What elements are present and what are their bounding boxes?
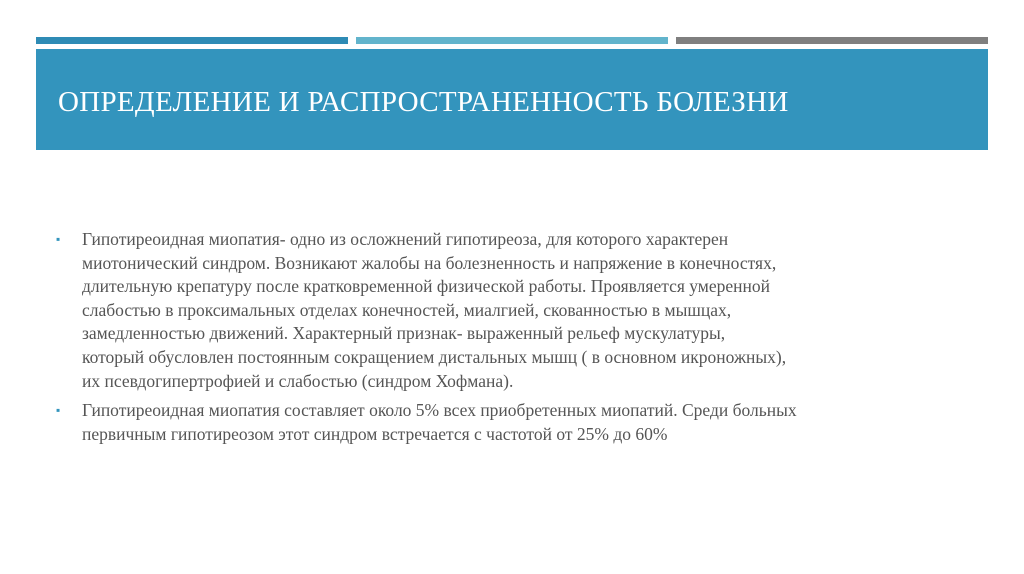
title-band — [36, 49, 988, 150]
bullet-item-2 — [56, 399, 976, 446]
accent-bar-light-blue — [356, 37, 668, 44]
slide-title: ОПРЕДЕЛЕНИЕ И РАСПРОСТРАНЕННОСТЬ БОЛЕЗНИ — [58, 86, 789, 118]
bullet-text-line: Гипотиреоидная миопатия- одно из осложнений гипотиреоза, для которого характерен — [82, 229, 729, 249]
slide-body — [56, 228, 976, 446]
bullet-text-line: Гипотиреоидная миопатия составляет около 5% всех приобретенных миопатий. Среди больных — [82, 400, 797, 421]
accent-bar-gray — [676, 37, 988, 44]
bullet-square-icon: ▪ — [56, 403, 61, 418]
bullet-square-icon: ▪ — [56, 232, 61, 246]
bullet-text-line: который обусловлен постоянным сокращением дистальных мышц ( в основном икроножных), — [82, 346, 787, 367]
bullet-item-1 — [56, 228, 976, 393]
bullet-text-line: замедленностью движений. Характерный признак- выраженный рельеф мускулатуры, — [82, 323, 726, 344]
bullet-text-line: длительную крепатуру после кратковременной физической работы. Проявляется умеренной — [82, 276, 770, 297]
bullet-text-line: их псевдогипертрофией и слабостью (синдром Хофмана). — [82, 370, 514, 391]
bullet-text-line: слабостью в проксимальных отделах конечностей, миалгией, скованностью в мышцах, — [82, 299, 732, 320]
accent-bar-blue — [36, 37, 348, 44]
bullet-text-line: миотонический синдром. Возникают жалобы на болезненность и напряжение в конечностях, — [82, 252, 777, 273]
bullet-text-line: первичным гипотиреозом этот синдром встречается с частотой от 25% до 60% — [82, 423, 668, 444]
